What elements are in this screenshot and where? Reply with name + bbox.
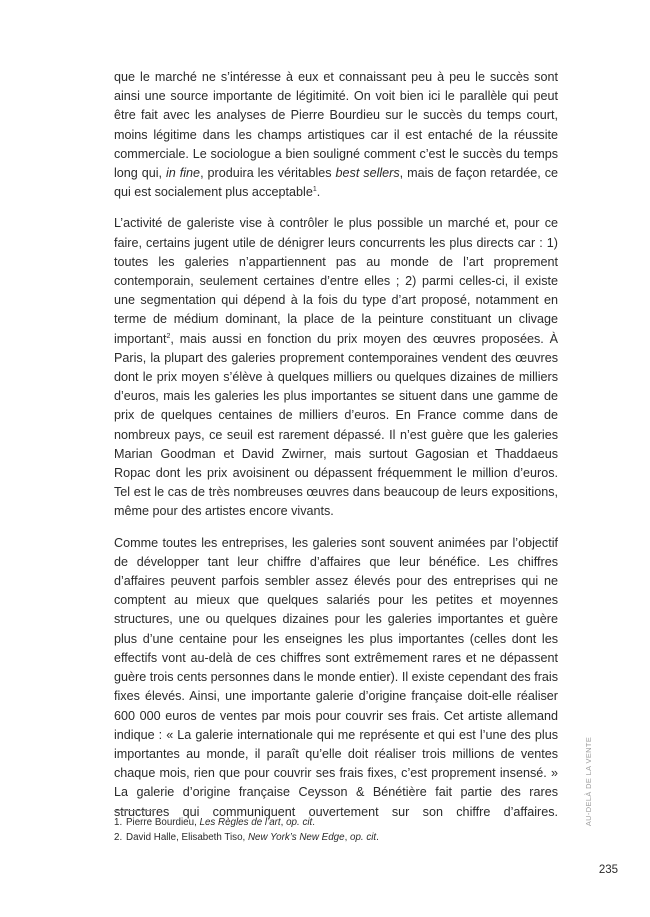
italic-text: op. cit	[350, 832, 377, 843]
footnote-text	[126, 832, 379, 843]
text-run: que le marché ne s’intéresse à eux et connaissant peu à peu le succès sont ainsi une source importante de légitimité. On voit bien ici le parallèle qui peut être fait avec les analyses de Pierre Bourdieu sur le succès du temps court, moins légitime dans les champs artistiques car il est entaché de la réussite commerciale. Le sociologue a bien souligné comment c’est le succès du temps long qui,	[114, 70, 558, 181]
footnote-text	[126, 817, 315, 828]
running-head-text: AU-DELÀ DE LA VENTE	[584, 736, 594, 826]
text-run: Pierre Bourdieu,	[126, 817, 200, 828]
footnote-reference: 1	[312, 186, 317, 194]
italic-text: Les Règles de l’art	[199, 817, 281, 828]
italic-text: op. cit	[286, 817, 313, 828]
italic-text: in fine	[166, 166, 201, 181]
footnote-number: 2.	[114, 832, 123, 843]
text-run: Comme toutes les entreprises, les galeries sont souvent animées par l’objectif de développer tant leur chiffre d’affaires que leur bénéfice. Les chiffres d’affaires peuvent parfois sembler assez élevés pour des entreprises qui ne comptent au mieux que quelques salariés pour les petites et moyennes structures, une ou quelques dizaines pour les galeries importantes et guère plus d’une centaine pour les enseignes les plus importantes (celles dont les effectifs vont au-delà de ces chiffres sont extrêmement rares et ne dépassent guère trois cents personnes dans le monde entier). Il existe cependant des frais fixes élevés. Ainsi, une importante galerie d’origine française doit-elle réaliser 600 000 euros de ventes par mois pour couvrir ses frais. Cet artiste allemand indique : « La galerie internationale qui me représente et qui est l’une des plus importantes au monde, il paraît qu’elle doit réaliser trois millions de ventes chaque mois, rien que pour couvrir ses frais fixes, c’est proprement insensé. » La galerie d’origine française Ceysson & Bénétière fait partie des rares structures qui communiquent ouvertement sur son chiffre d’affaires.	[114, 535, 558, 819]
text-run: L’activité de galeriste vise à contrôler le plus possible un marché et, pour ce faire, certains jugent utile de dénigrer leurs concurrents les plus directs car : 1) toutes les galeries n’appartiennent pas au monde de l’art proprement contemporain, seulement certaines d’entre elles ; 2) parmi celles-ci, il existe une segmentation qui dépend à la fois du type d’art proposé, notamment en terme de médium dominant, la place de la peinture constituant un clivage important	[114, 216, 558, 346]
paragraph	[114, 534, 558, 822]
text-run: , mais aussi en fonction du prix moyen des œuvres proposées. À Paris, la plupart des galeries proprement contemporaines vendent des œuvres dont le prix moyen s’élève à quelques milliers ou quelques dizaines de milliers d’euros, mais les galeries les plus importantes se situent dans une gamme de prix de quelques centaines de milliers d’euros. En France comme dans de nombreux pays, ce seuil est rarement dépassé. Il n’est guère que les galeries Marian Goodman et David Zwirner, mais surtout Gagosian et Thaddaeus Ropac dont les prix avoisinent ou dépassent fréquemment le million d’euros. Tel est le cas de très nombreuses œuvres dans beaucoup de leurs expositions, même pour des artistes encore vivants.	[114, 331, 558, 519]
footnote-reference: 2	[166, 332, 171, 340]
italic-text: best sellers	[335, 166, 400, 181]
paragraph	[114, 214, 558, 521]
footnotes	[114, 815, 558, 845]
text-run: David Halle, Elisabeth Tiso,	[126, 832, 248, 843]
paragraph	[114, 68, 558, 202]
body-text	[114, 68, 558, 834]
text-run: ,	[280, 817, 287, 828]
text-run: ,	[344, 832, 351, 843]
text-run: , produira les véritables	[200, 166, 336, 181]
text-run: .	[316, 185, 321, 200]
footnote-number: 1.	[114, 817, 123, 828]
running-head	[582, 738, 596, 824]
footnote	[114, 830, 558, 845]
text-run: .	[312, 817, 315, 828]
footnote	[114, 815, 558, 830]
text-run: , mais de façon retardée, ce qui est socialement plus acceptable	[114, 166, 558, 200]
italic-text: New York’s New Edge	[247, 832, 345, 843]
text-run: .	[376, 832, 379, 843]
page-number: 235	[598, 864, 618, 876]
footnote-separator	[114, 810, 154, 811]
